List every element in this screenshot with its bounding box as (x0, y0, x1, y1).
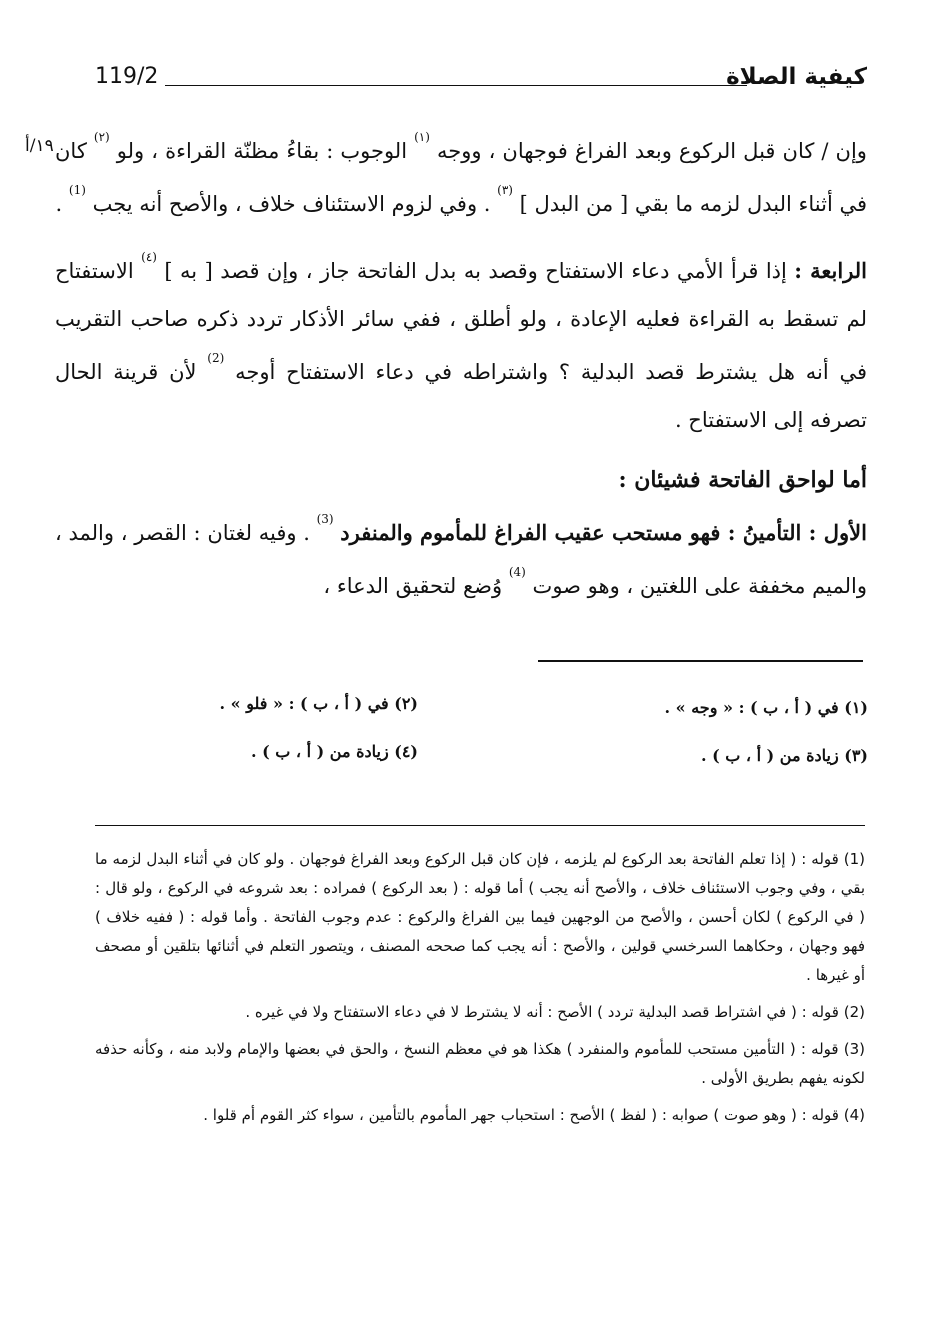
editor-note: (١) في ( أ ، ب ) : « وجه » . (664, 698, 868, 717)
p1-text-4: . وفي لزوم الاستئناف خلاف ، والأصح أنه يجب (92, 192, 491, 216)
section-heading: أما لواحق الفاتحة فشيئان : (618, 467, 867, 493)
footnote-ref: (4) (508, 565, 526, 579)
chapter-title: كيفية الصلاة (726, 64, 867, 90)
footnote-ref: (٣) (497, 183, 513, 197)
p2-text-3: لأن قرينة الحال تصرفه إلى الاستفتاح . (55, 360, 867, 432)
footnote-ref: (١) (414, 130, 430, 144)
footnote-ref: (2) (207, 351, 225, 365)
running-header (95, 64, 867, 98)
p1-text-1: وإن / كان قبل الركوع وبعد الفراغ فوجهان ، ووجه (437, 139, 867, 163)
p1-text-5: . (55, 192, 63, 216)
section-lead: الرابعة : (794, 258, 868, 283)
header-rule (165, 85, 747, 86)
p3-text-1: . وفيه لغتان : القصر ، والمد ، والميم مخففة على اللغتين ، وهو صوت (55, 521, 867, 598)
paragraph-2 (55, 242, 867, 444)
footnote-ref: (3) (316, 512, 334, 526)
editor-note: (٤) زيادة من ( أ ، ب ) . (251, 742, 418, 761)
paragraph-3 (55, 504, 867, 610)
commentary-note: (2) قوله : ( في اشتراط قصد البدلية تردد ) الأصح : أنه لا يشترط لا في دعاء الاستفتاح ولا في غيره . (245, 1003, 865, 1021)
page-number: 119/2 (95, 64, 159, 89)
sub-heading: الأول : التأمينُ : فهو مستحب عقيب الفراغ للمأموم والمنفرد (340, 520, 867, 545)
editor-note: (٣) زيادة من ( أ ، ب ) . (701, 746, 868, 765)
p3-text-2: وُضع لتحقيق الدعاء ، (323, 574, 503, 598)
footnote-ref: (٢) (93, 130, 110, 144)
commentary-separator (95, 825, 865, 826)
footnote-ref: (٤) (141, 250, 157, 264)
notes-separator (538, 660, 863, 662)
p1-text-3: كان في أثناء البدل لزمه ما بقي [ من البدل ] (55, 139, 867, 216)
manuscript-folio-marker: ١٩/أ (25, 136, 54, 156)
commentary-footnotes (95, 845, 865, 1138)
footnote-ref: (1) (68, 183, 86, 197)
commentary-note: (3) قوله : ( التأمين مستحب للمأموم والمنفرد ) هكذا هو في معظم النسخ ، والحق في بعضها والإمام ولابد منه ، وكأنه حذفه لكونه يفهم بطريق الأولى . (95, 1040, 865, 1087)
commentary-note: (4) قوله : ( وهو صوت ) صوابه : ( لفظ ) الأصح : استحباب جهر المأموم بالتأمين ، سواء كثر القوم أم قلوا . (203, 1106, 865, 1124)
paragraph-1 (55, 122, 867, 228)
p1-text-2: الوجوب : بقاءُ مظنّة القراءة ، ولو (116, 139, 408, 163)
p2-text-1: إذا قرأ الأمي دعاء الاستفتاح وقصد به بدل الفاتحة جاز ، وإن قصد [ به ] (164, 259, 787, 283)
main-text (25, 122, 868, 610)
commentary-note: (1) قوله : ( إذا تعلم الفاتحة بعد الركوع لم يلزمه ، فإن كان قبل الركوع وبعد الفراغ فوجهان . ولو كان في أثناء البدل لزمه ما بقي ، وفي وجوب الاستئناف خلاف ، والأصح أنه يجب ) أما قوله : ( بعد الركوع ) فمراده : بعد شروعه في الركوع ، ولو قال : ( في الركوع ) لكان أحسن ، والأصح من الوجهين فيما بين الفراغ والركوع : عدم وجوب الفاتحة . وأما قوله : ( ففيه خلاف ) فهو وجهان ، وحكاهما السرخسي قولين ، والأصح : أنه يجب كما صححه المصنف ، ويتصور التعلم في أثنائها بتلقين أو مصحف أو غيرها . (95, 850, 865, 984)
editor-note: (٢) في ( أ ، ب ) : « فلو » . (219, 694, 418, 713)
p2-text-2: الاستفتاح لم تسقط به القراءة فعليه الإعادة ، ولو أطلق ، ففي سائر الأذكار تردد ذكره صاحب التقريب في أنه هل يشترط قصد البدلية ؟ واشتراطه في دعاء الاستفتاح أوجه (55, 259, 867, 384)
